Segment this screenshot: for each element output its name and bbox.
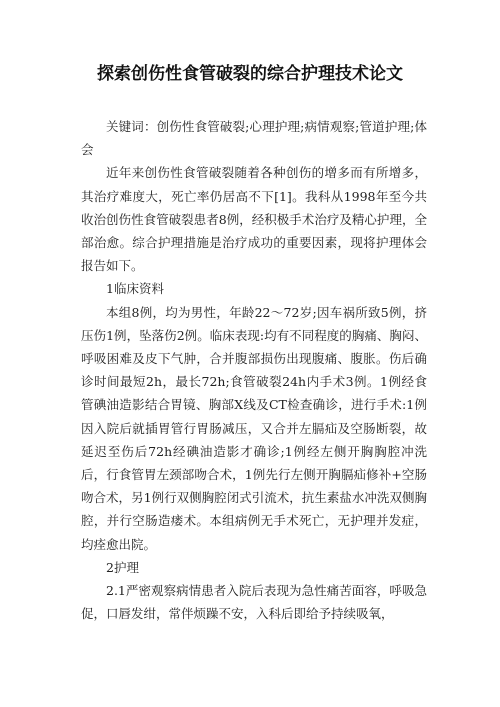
section-2-paragraph: 2.1严密观察病情患者入院后表现为急性痛苦面容，呼吸急促，口唇发绀，常伴烦躁不安，入科后即给予持续吸氧，: [81, 583, 427, 622]
section-1-paragraph: 本组8例，均为男性，年龄22～72岁;因车祸所致5例，挤压伤1例，坠落伤2例。临床表现:均有不同程度的胸痛、胸闷、呼吸困难及皮下气肿，合并腹部损伤出现腹痛、腹胀。伤后确诊时间最短2h，最长72h;食管破裂24h内手术3例。1例经食管碘油造影结合胃镜、胸部X线及CT检查确诊，进行手术:1例因入院后就插胃管行胃肠减压，又合并左膈疝及空肠断裂，故延迟至伤后72h经碘油造影才确诊;1例经左侧开胸胸腔冲洗后，行食管胃左颈部吻合术，1例先行左侧开胸膈疝修补+空肠吻合术，另1例行双侧胸腔闭式引流术，抗生素盐水冲洗双侧胸腔，并行空肠造瘘术。本组病例无手术死亡，无护理并发症，均痊愈出院。: [81, 304, 427, 552]
section-1-heading: 1临床资料: [106, 281, 164, 297]
section-2-heading: 2护理: [106, 559, 139, 575]
keywords-paragraph: 关键词：创伤性食管破裂;心理护理;病情观察;管道护理;体会: [81, 119, 427, 158]
intro-paragraph: 近年来创伤性食管破裂随着各种创伤的增多而有所增多，其治疗难度大，死亡率仍居高不下[1]。我科从1998年至今共收治创伤性食管破裂患者8例，经积极手术治疗及精心护理，全部治愈。综合护理措施是治疗成功的重要因素，现将护理体会报告如下。: [81, 165, 427, 274]
document-title: 探索创伤性食管破裂的综合护理技术论文: [97, 64, 403, 84]
document-body: [81, 115, 427, 625]
